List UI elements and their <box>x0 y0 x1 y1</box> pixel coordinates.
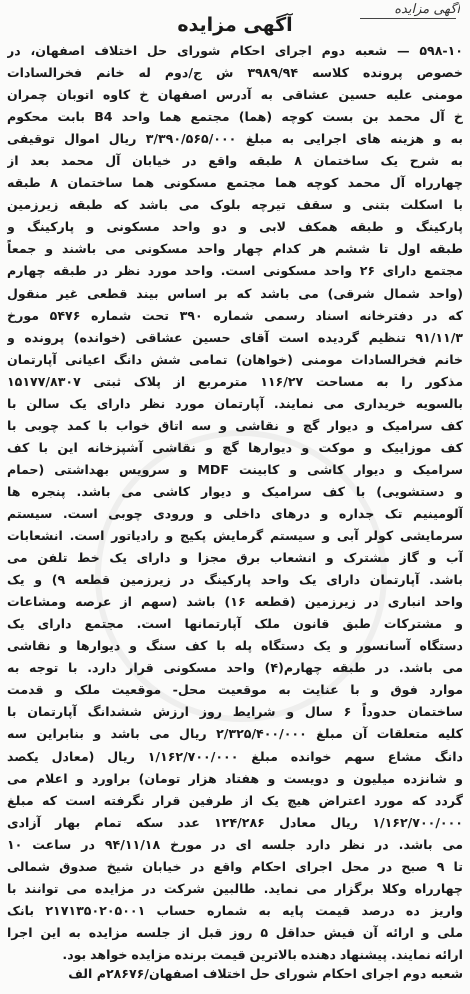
notice-line: سرامیک و دیوار کاشی و کابینت MDF و سرویس بهداشتی (حمام <box>7 461 463 477</box>
notice-line: دستگاه آسانسور و یک دستگاه پله با کف سنگ و دیوارها و نقاشی <box>7 638 463 654</box>
notice-line: می باشد. در نظر دارد جلسه ای در مورخ ۹۴/۱۱/۱۸ در ساعت ۱۰ <box>7 836 463 852</box>
notice-line: که در دفترخانه اسناد رسمی شماره ۳۹۰ تحت شماره ۵۴۷۶ مورخ <box>7 307 463 323</box>
notice-line: ۵۹۸-۱۰ — شعبه دوم اجرای احکام شورای حل اختلاف اصفهان، در <box>7 43 463 58</box>
notice-line: تا ۹ صبح در محل اجرای احکام واقع در خیابان شیخ صدوق شمالی <box>7 858 463 874</box>
notice-line: ۹۱/۱۱/۳ تنظیم گردیده است آقای حسین عشاقی (خوانده) پرونده و <box>7 329 463 345</box>
notice-line: ساختمان حدوداً ۶ سال و شرایط روز ارزش ششدانگ آپارتمان با <box>7 704 463 720</box>
notice-line: با اسکلت بتنی و سقف تیرچه بلوک می باشد که طبقه زیرزمین <box>7 197 463 213</box>
auction-notice-body <box>7 40 463 966</box>
notice-line: و دستشویی) با کف سرامیک و دیوار کاشی می باشد. پنجره ها <box>7 483 463 499</box>
notice-line: ۱/۱۶۲/۷۰۰/۰۰۰ ریال معادل ۱۲۴/۲۸۶ عدد سکه تمام بهار آزادی <box>7 814 463 830</box>
notice-line: کف موزاییک و موکت و دیوارها گچ و نقاشی آشپزخانه این با کف <box>7 439 463 455</box>
notice-line: به شرح یک ساختمان ۸ طبقه واقع در خیابان آل محمد بعد از <box>7 153 463 169</box>
notice-line: و شانزده میلیون و دویست و هفتاد هزار تومان) براورد و اعلام می <box>7 770 463 786</box>
notice-line: و مشترکات طبق قانون ملک آپارتمانها است. مجتمع دارای یک <box>7 616 463 632</box>
notice-line: دانگ مشاع سهم خوانده مبلغ ۱/۱۶۲/۷۰۰/۰۰۰ ریال (معادل یکصد <box>7 748 463 764</box>
notice-line: کلیه متعلقات آن مبلغ ۲/۳۲۵/۴۰۰/۰۰۰ ریال می باشد و بنابراین سه <box>7 726 463 742</box>
notice-line: ارائه نمایند. پیشنهاد دهنده بالاترین قیمت برنده مزایده خواهد بود. <box>62 946 463 962</box>
notice-line: مذکور را به مساحت ۱۱۶/۲۷ مترمربع از پلاک ثبتی ۱۵۱۷۷/۸۳۰۷ <box>7 373 463 389</box>
notice-line: مومنی علیه حسین عشاقی به آدرس اصفهان خ کاوه اتوبان چمران <box>7 87 463 103</box>
notice-line: چهارراه آل محمد کوچه هما مجتمع مسکونی هما ساختمان ۸ طبقه <box>7 175 463 191</box>
notice-line: گردد که مورد اعتراض هیچ یک از طرفین قرار نگرفته است که مبلغ <box>7 792 463 808</box>
notice-line: واحد انباری در زیرزمین (قطعه ۱۶) باشد (سهم از عرصه ومشاعات <box>7 594 463 610</box>
notice-line: می باشد. در طبقه چهارم(۴) واحد مسکونی قرار دارد. با توجه به <box>7 660 463 676</box>
notice-line: (واحد شمال شرقی) می باشد که بر اساس بیند قطعی غیر منقول <box>7 285 463 301</box>
notice-line: باشد. آپارتمان دارای یک واحد پارکینگ در زیرزمین قطعه ۹) و یک <box>7 572 463 588</box>
notice-line: طبقه اول تا ششم هر کدام چهار واحد مسکونی می باشند و جمعاً <box>7 241 463 257</box>
notice-line: بالسویه خریداری می نمایند. آپارتمان مورد نظر دارای یک سالن با <box>7 395 463 411</box>
notice-line: به و هزینه های اجرایی به مبلغ ۳/۳۹۰/۵۶۵/۰۰۰ ریال اموال توقیفی <box>7 131 463 147</box>
notice-line: چهارراه وکلا برگزار می نماید. طالبین شرکت در مزایده می توانند با <box>7 880 463 896</box>
issuer-signature: شعبه دوم اجرای احکام شورای حل اختلاف اصفهان/۲۸۶۷۶م الف <box>68 966 463 981</box>
notice-line: کف سرامیک و دیوار گچ و نقاشی و سه اتاق خواب با کمد چوبی با <box>7 417 463 433</box>
notice-line: ملی و ارائه آن فیش حداقل ۵ روز قبل از جلسه مزایده به این اجرا <box>7 924 463 940</box>
notice-line: خ آل محمد بن بست کوچه (هما) مجتمع هما واحد B4 بابت محکوم <box>7 109 463 125</box>
notice-line: آب و گاز مشترک و انشعاب برق مجزا و دارای یک خط تلفن می <box>7 550 463 566</box>
notice-line: موارد فوق و با عنایت به موقعیت محل- موقعیت ملک و قدمت <box>7 682 463 698</box>
notice-line: پارکینگ و طبقه همکف لابی و دو واحد مسکونی و پارکینگ و <box>7 219 463 235</box>
notice-line: آلومینیم تک جداره و درهای داخلی و ورودی چوبی است. سیستم <box>7 505 463 521</box>
ad-title: آگهی مزایده <box>177 14 293 36</box>
notice-line: خانم فخرالسادات مومنی (خواهان) تمامی شش دانگ اعیانی آپارتمان <box>7 351 463 367</box>
notice-line: مجتمع دارای ۲۶ واحد مسکونی است. واحد مورد نظر در طبقه چهارم <box>7 263 463 279</box>
scribble-text: آگهی مزایده <box>394 2 460 17</box>
notice-line: واریز ده درصد قیمت پایه به شماره حساب ۲۱۷۱۳۵۰۲۰۵۰۰۱ بانک <box>7 902 463 918</box>
notice-line: سرمایشی کولر آبی و سیستم گرمایش پکیج و رادیاتور است. انشعابات <box>7 528 463 544</box>
notice-line: خصوص پرونده کلاسه ۳۹۸۹/۹۴ ش ج/دوم له خانم فخرالسادات <box>7 65 463 81</box>
